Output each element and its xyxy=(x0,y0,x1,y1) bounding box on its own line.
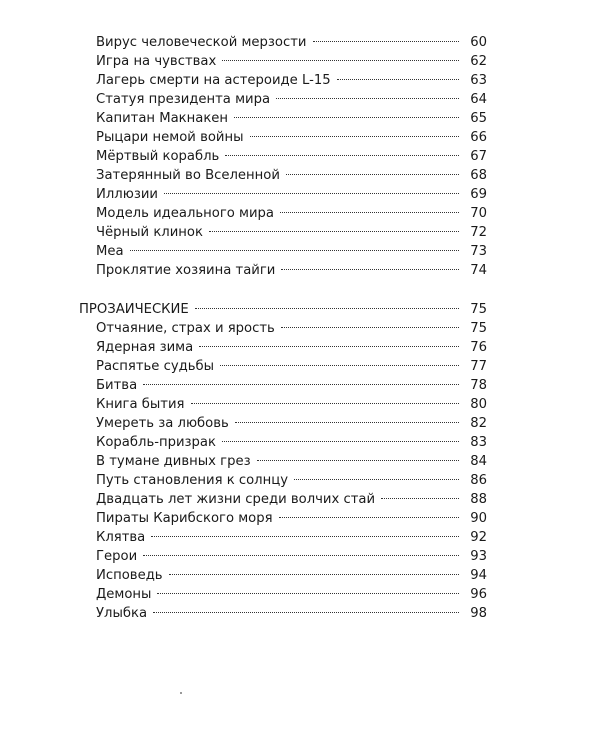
toc-entry-page: 92 xyxy=(470,530,487,545)
dot-leader xyxy=(257,460,459,461)
toc-entry-title: Исповедь xyxy=(96,568,163,583)
dot-leader xyxy=(286,174,459,175)
section-page: 75 xyxy=(470,302,487,317)
toc-entry-page: 80 xyxy=(470,397,487,412)
toc-entry-page: 69 xyxy=(470,187,487,202)
toc-entry-title: Модель идеального мира xyxy=(96,206,275,221)
toc-entry xyxy=(79,376,487,395)
toc-entry-page: 84 xyxy=(470,454,487,469)
toc-entry xyxy=(79,319,487,338)
toc-entry xyxy=(79,90,487,109)
dot-leader xyxy=(225,155,459,156)
toc-entry-page: 78 xyxy=(470,378,487,393)
toc-entry xyxy=(79,261,487,280)
dot-leader xyxy=(281,269,459,270)
toc-entry-page: 67 xyxy=(470,149,487,164)
toc-entry-page: 63 xyxy=(470,73,487,88)
toc-entry-page: 62 xyxy=(470,54,487,69)
toc-entry-page: 86 xyxy=(470,473,487,488)
dot-leader xyxy=(235,422,459,423)
toc-entry-page: 65 xyxy=(470,111,487,126)
toc-entry xyxy=(79,414,487,433)
toc-entry-page: 74 xyxy=(470,263,487,278)
toc-entry-page: 64 xyxy=(470,92,487,107)
toc-entry xyxy=(79,338,487,357)
toc-entry-title: Мёртвый корабль xyxy=(96,149,220,164)
toc-entry xyxy=(79,128,487,147)
dot-leader xyxy=(234,117,459,118)
section-gap xyxy=(79,280,487,300)
dot-leader xyxy=(209,231,459,232)
dot-leader xyxy=(250,136,459,137)
toc-section-heading xyxy=(79,300,487,319)
dot-leader xyxy=(195,308,459,309)
dot-leader xyxy=(199,346,459,347)
toc-entry xyxy=(79,395,487,414)
toc-entry xyxy=(79,166,487,185)
toc-entry-page: 68 xyxy=(470,168,487,183)
dot-leader xyxy=(143,555,459,556)
toc-entry-page: 76 xyxy=(470,340,487,355)
toc-entry-title: Улыбка xyxy=(96,606,148,621)
toc-entry-title: Игра на чувствах xyxy=(96,54,217,69)
toc-entry-page: 96 xyxy=(470,587,487,602)
dot-leader xyxy=(294,479,459,480)
toc-entry xyxy=(79,566,487,585)
toc-entry xyxy=(79,509,487,528)
toc-entry-title: Клятва xyxy=(96,530,146,545)
toc-entry xyxy=(79,71,487,90)
toc-entry-title: Двадцать лет жизни среди волчих стай xyxy=(96,492,376,507)
toc-entry-title: Иллюзии xyxy=(96,187,158,202)
dot-leader xyxy=(222,441,459,442)
dot-leader xyxy=(276,98,459,99)
toc-entry-title: Герои xyxy=(96,549,138,564)
toc-entry xyxy=(79,547,487,566)
toc-entry-title: Распятье судьбы xyxy=(96,359,215,374)
toc-entry-page: 75 xyxy=(470,321,487,336)
toc-entry-title: Книга бытия xyxy=(96,397,185,412)
toc-entry xyxy=(79,433,487,452)
section-title: ПРОЗАИЧЕСКИЕ xyxy=(79,302,189,317)
toc-entry-page: 73 xyxy=(470,244,487,259)
toc-entry-title: Лагерь смерти на астероиде L-15 xyxy=(96,73,331,88)
toc-entry-title: Статуя президента мира xyxy=(96,92,271,107)
toc-entry-title: Умереть за любовь xyxy=(96,416,229,431)
dot-leader xyxy=(281,327,459,328)
toc-entry xyxy=(79,147,487,166)
toc-entry xyxy=(79,204,487,223)
toc-entry-page: 77 xyxy=(470,359,487,374)
toc-entry xyxy=(79,223,487,242)
toc-entry-page: 60 xyxy=(470,35,487,50)
toc-entry xyxy=(79,585,487,604)
dot-leader xyxy=(337,79,459,80)
toc-entry xyxy=(79,490,487,509)
toc-entry-title: Отчаяние, страх и ярость xyxy=(96,321,275,336)
toc-entry-page: 94 xyxy=(470,568,487,583)
dot-leader xyxy=(313,41,460,42)
toc-entry xyxy=(79,452,487,471)
toc-entry xyxy=(79,109,487,128)
toc-entry-page: 93 xyxy=(470,549,487,564)
toc-entry xyxy=(79,242,487,261)
toc-entry-page: 72 xyxy=(470,225,487,240)
toc-entry-page: 70 xyxy=(470,206,487,221)
toc-entry-title: Затерянный во Вселенной xyxy=(96,168,280,183)
toc-entry-title: Ядерная зима xyxy=(96,340,194,355)
toc-entry-page: 83 xyxy=(470,435,487,450)
toc-entry-title: Путь становления к солнцу xyxy=(96,473,289,488)
toc-entry xyxy=(79,357,487,376)
dot-leader xyxy=(157,593,459,594)
toc-entry-title: В тумане дивных грез xyxy=(96,454,251,469)
dot-leader xyxy=(130,250,459,251)
dot-leader xyxy=(153,612,459,613)
toc-entry xyxy=(79,52,487,71)
toc-entry-title: Капитан Макнакен xyxy=(96,111,229,126)
toc-entry-page: 82 xyxy=(470,416,487,431)
toc-entry-title: Пираты Карибского моря xyxy=(96,511,273,526)
dot-leader xyxy=(222,60,459,61)
toc-entry-title: Корабль-призрак xyxy=(96,435,216,450)
toc-entry xyxy=(79,528,487,547)
dot-leader xyxy=(280,212,459,213)
toc-entry-page: 90 xyxy=(470,511,487,526)
dot-leader xyxy=(381,498,459,499)
toc-entry-title: Проклятие хозяина тайги xyxy=(96,263,276,278)
dot-leader xyxy=(220,365,459,366)
toc-entry-title: Вирус человеческой мерзости xyxy=(96,35,307,50)
toc-entry-title: Меа xyxy=(96,244,124,259)
dot-leader xyxy=(164,193,459,194)
toc-entry xyxy=(79,471,487,490)
table-of-contents xyxy=(79,33,487,623)
toc-entry-page: 88 xyxy=(470,492,487,507)
toc-entry-page: 98 xyxy=(470,606,487,621)
toc-entry-page: 66 xyxy=(470,130,487,145)
dot-leader xyxy=(143,384,459,385)
toc-entry xyxy=(79,185,487,204)
toc-entry-title: Рыцари немой войны xyxy=(96,130,244,145)
dot-leader xyxy=(191,403,460,404)
dot-leader xyxy=(279,517,459,518)
toc-entry-title: Битва xyxy=(96,378,138,393)
dot-leader xyxy=(169,574,459,575)
toc-entry xyxy=(79,604,487,623)
scan-speck xyxy=(180,692,182,694)
dot-leader xyxy=(151,536,459,537)
toc-entry xyxy=(79,33,487,52)
toc-entry-title: Демоны xyxy=(96,587,152,602)
toc-entry-title: Чёрный клинок xyxy=(96,225,203,240)
